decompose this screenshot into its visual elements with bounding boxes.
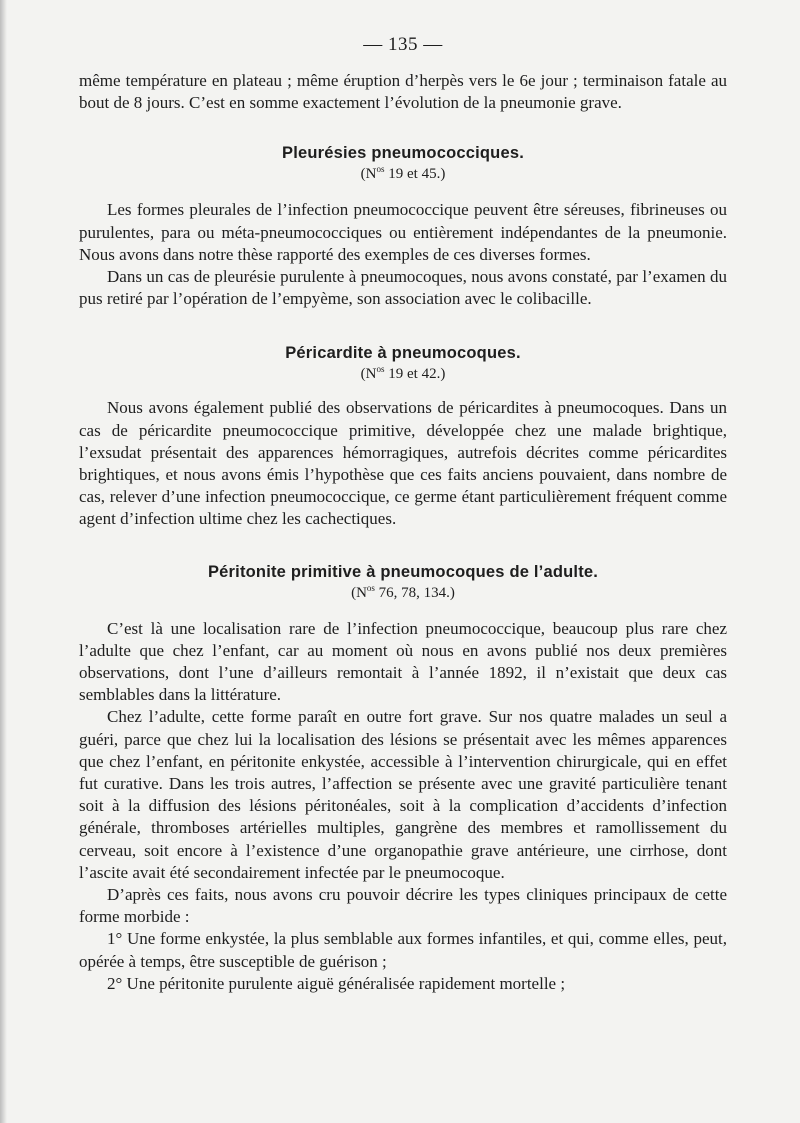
list-item: 2° Une péritonite purulente aiguë généralisée rapidement mortelle ; xyxy=(107,973,566,993)
list-item: 1° Une forme enkystée, la plus semblable aux formes infantiles, et qui, comme elles, peut, opérée à temps, être susceptible de guérison ; xyxy=(79,929,727,971)
document-page xyxy=(79,34,727,995)
section-reference-pleuresies: ($N^{os}$ 19 et 45.) xyxy=(360,164,446,183)
section-title-pleuresies: Pleurésies pneumococciques. xyxy=(282,144,524,163)
page-number: — 135 — xyxy=(363,34,443,55)
paragraph: C’est là une localisation rare de l’infection pneumococcique, beaucoup plus rare chez l’adulte que chez l’enfant, car au moment où nous en avons publié nos deux premières observations, dont l’une d’ailleurs remontait à l’année 1892, il n’existait que deux cas semblables dans la littérature. xyxy=(79,618,727,705)
section-title-peritonite: Péritonite primitive à pneumocoques de l’adulte. xyxy=(207,562,599,581)
intro-paragraph: même température en plateau ; même éruption d’herpès vers le 6e jour ; terminaison fatale au bout de 8 jours. C’est en somme exactement l’évolution de la pneumonie grave. xyxy=(79,71,727,113)
section-title-pericardite: Péricardite à pneumocoques. xyxy=(285,344,521,363)
scan-edge xyxy=(0,0,7,1123)
section-reference-pericardite: ($N^{os}$ 19 et 42.) xyxy=(360,364,446,383)
paragraph: D’après ces faits, nous avons cru pouvoir décrire les types cliniques principaux de cette forme morbide : xyxy=(79,885,727,927)
paragraph: Chez l’adulte, cette forme paraît en outre fort grave. Sur nos quatre malades un seul a guéri, parce que chez lui la localisation des lésions se présentait avec les mêmes apparences que chez l’enfant, en péritonite enkystée, accessible à l’intervention chirurgicale, qui en effet fut curative. Dans les trois autres, l’affection se présente avec une gravité particulière tenant soit à la diffusion des lésions péritonéales, soit à la complication d’accidents d’infection générale, thromboses artérielles multiples, gangrène des membres et ramollissement du cerveau, soit encore à l’existence d’une organopathie grave antérieure, une cirrhose, dont l’ascite avait été secondairement infectée par le pneumocoque. xyxy=(79,707,727,882)
paragraph: Les formes pleurales de l’infection pneumococcique peuvent être séreuses, fibrineuses ou purulentes, para ou méta-pneumococciques ou entièrement indépendantes de la pneumonie. Nous avons dans notre thèse rapporté des exemples de ces diverses formes. xyxy=(79,200,727,264)
paragraph: Dans un cas de pleurésie purulente à pneumocoques, nous avons constaté, par l’examen du pus retiré par l’opération de l’empyème, son association avec le colibacille. xyxy=(79,267,727,309)
paragraph: Nous avons également publié des observations de péricardites à pneumocoques. Dans un cas de péricardite pneumococcique primitive, développée chez une malade brightique, l’exsudat présentait des apparences hémorragiques, autrefois décrites comme péricardites brightiques, et nous avons émis l’hypothèse que ces faits anciens pouvaient, dans nombre de cas, relever d’une infection pneumococcique, ce germe étant particulièrement fréquent comme agent d’infection ultime chez les cachectiques. xyxy=(79,398,727,529)
section-reference-peritonite: ($N^{os}$ 76, 78, 134.) xyxy=(351,582,455,601)
